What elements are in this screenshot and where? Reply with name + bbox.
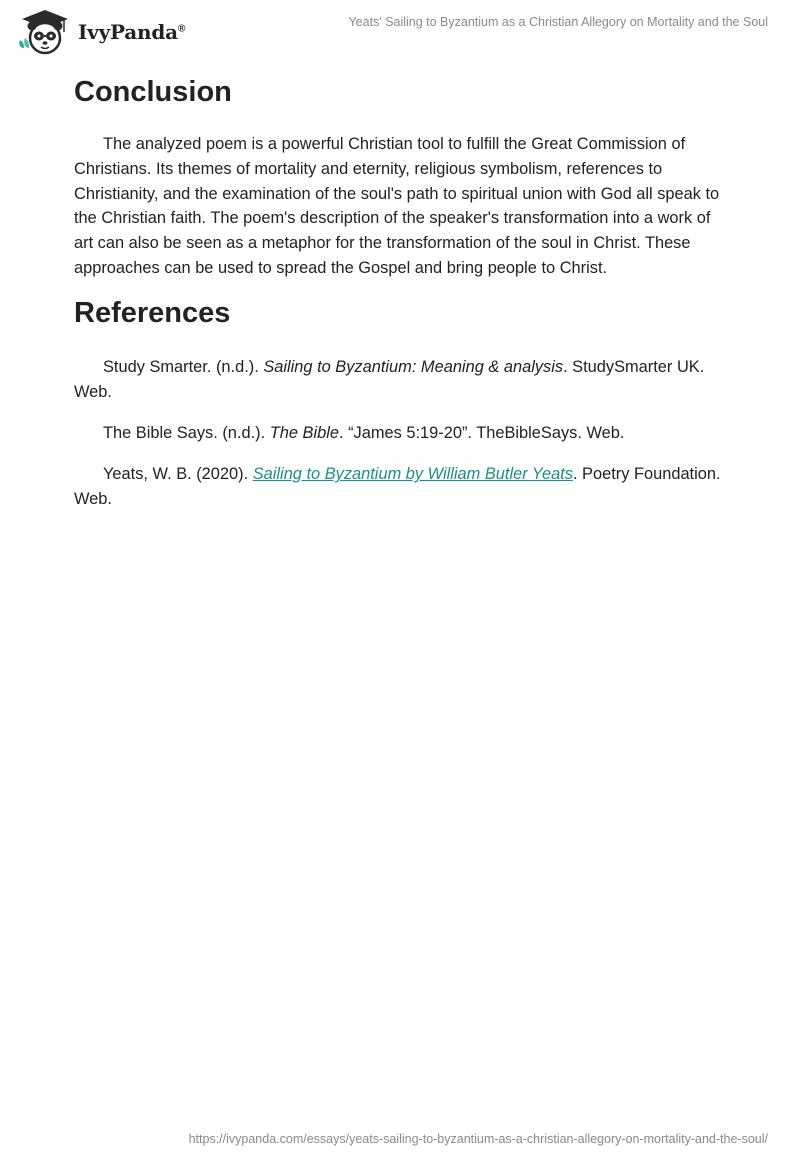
reference-source: . “James 5:19-20”. TheBibleSays. Web. <box>338 424 625 443</box>
registered-mark: ® <box>177 23 186 35</box>
footer-url: https://ivypanda.com/essays/yeats-sailing-to-byzantium-as-a-christian-allegory-on-mortality-and-the-soul/ <box>188 1132 768 1146</box>
panda-graduate-icon <box>14 8 76 56</box>
references-heading: References <box>74 296 231 329</box>
conclusion-heading: Conclusion <box>74 76 232 108</box>
logo-wordmark: IvyPanda® <box>78 20 186 44</box>
reference-source: . StudySmarter UK. Web. <box>74 357 705 401</box>
document-body <box>74 72 724 512</box>
reference-author: Yeats, W. B. (2020). <box>103 465 253 484</box>
reference-author: The Bible Says. (n.d.). <box>103 424 270 443</box>
reference-item <box>74 462 724 512</box>
document-title: Yeats' Sailing to Byzantium as a Christian Allegory on Mortality and the Soul <box>348 15 768 29</box>
reference-item <box>74 355 724 405</box>
reference-title: Sailing to Byzantium: Meaning & analysis <box>263 357 564 376</box>
reference-author: Study Smarter. (n.d.). <box>103 357 264 376</box>
reference-source: . Poetry Foundation. Web. <box>74 465 721 508</box>
ivypanda-logo-link[interactable] <box>14 8 192 56</box>
conclusion-paragraph: The analyzed poem is a powerful Christian tool to fulfill the Great Commission of Christians. Its themes of mortality and eternity, religious symbolism, references to Christianity, and the examination of the soul's path to spiritual union with God all speak to the Christian faith. The poem's description of the speaker's transformation into a work of art can also be seen as a metaphor for the transformation of the soul in Christ. These approaches can be used to spread the Gospel and bring people to Christ. <box>74 135 720 277</box>
reference-item <box>74 421 724 446</box>
reference-title: The Bible <box>269 424 339 443</box>
reference-link[interactable]: Sailing to Byzantium by William Butler Yeats <box>252 465 573 484</box>
page-header <box>0 0 800 64</box>
